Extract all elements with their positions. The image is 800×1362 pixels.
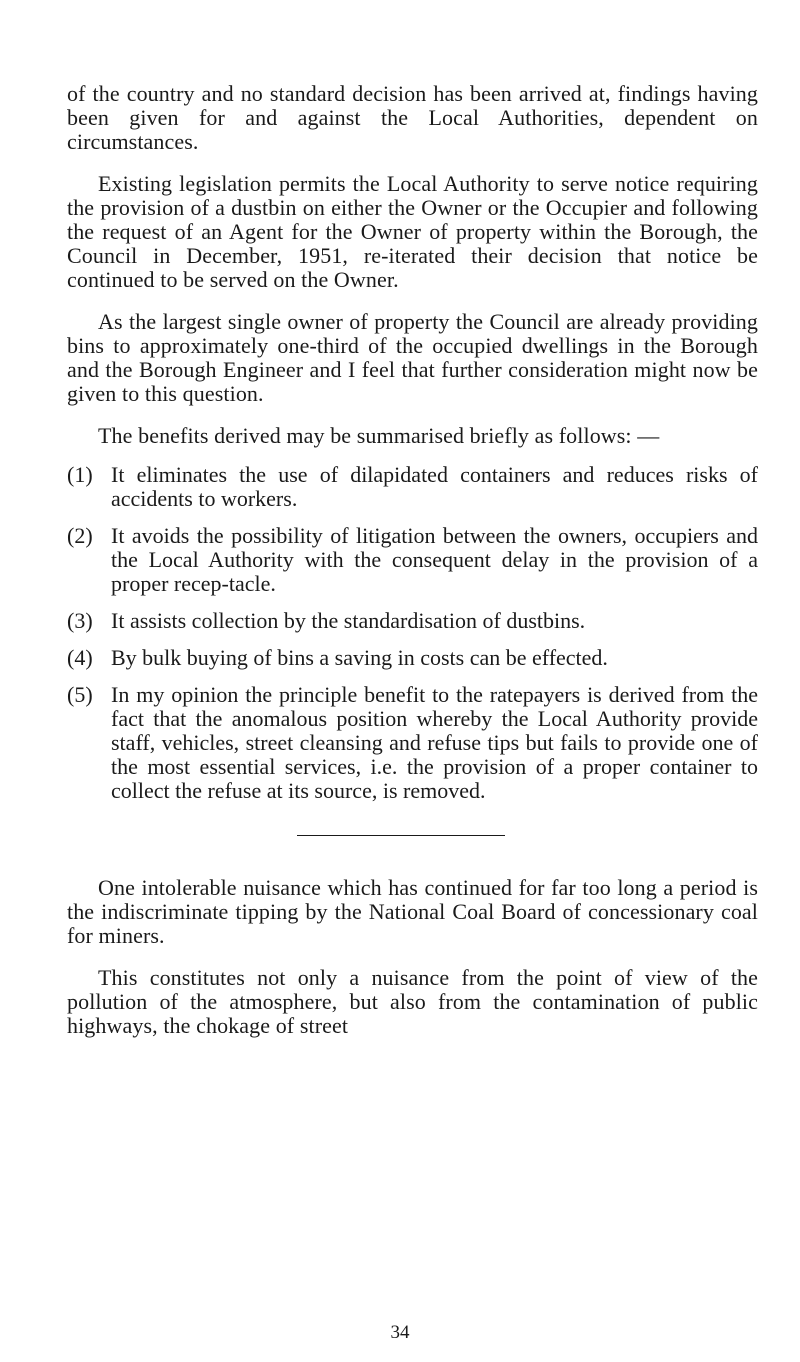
section-divider — [297, 835, 505, 836]
paragraph-nuisance-pollution: This constitutes not only a nuisance from the point of view of the pollution of the atmosphere, but also from the contamination of public highways, the chokage of street — [67, 965, 758, 1038]
benefit-number: (4) — [67, 645, 93, 670]
benefit-item-2 — [67, 524, 758, 596]
benefit-number: (3) — [67, 608, 93, 633]
benefit-item-5 — [67, 683, 758, 803]
paragraph-existing-legislation: Existing legislation permits the Local Authority to serve notice requiring the provision of a dustbin on either the Owner or the Occupier and following the request of an Agent for the Owner of property within the Borough, the Council in December, 1951, re-iterated their decision that notice be continued to be served on the Owner. — [67, 171, 758, 292]
paragraph-largest-owner: As the largest single owner of property the Council are already providing bins to approximately one-third of the occupied dwellings in the Borough and the Borough Engineer and I feel that further consideration might now be given to this question. — [67, 309, 758, 406]
benefit-text: It eliminates the use of dilapidated containers and reduces risks of accidents to workers. — [111, 462, 758, 511]
benefit-text: In my opinion the principle benefit to the ratepayers is derived from the fact that the anomalous position whereby the Local Authority provide staff, vehicles, street cleansing and refuse tips but fails to provide one of the most essential services, i.e. the provision of a proper container to collect the refuse at its source, is removed. — [111, 682, 758, 803]
benefit-number: (1) — [67, 462, 93, 487]
benefit-number: (5) — [67, 682, 93, 707]
page-number: 34 — [390, 1322, 410, 1343]
benefit-text: It avoids the possibility of litigation between the owners, occupiers and the Local Authority with the consequent delay in the provision of a proper recep-tacle. — [111, 523, 758, 596]
paragraph-coal-tipping: One intolerable nuisance which has continued for far too long a period is the indiscriminate tipping by the National Coal Board of concessionary coal for miners. — [67, 875, 758, 948]
paragraph-continuation: of the country and no standard decision has been arrived at, findings having been given for and against the Local Authorities, dependent on circumstances. — [67, 81, 758, 154]
benefit-item-1 — [67, 463, 758, 511]
benefit-item-3 — [67, 609, 758, 633]
benefit-item-4 — [67, 646, 758, 670]
benefits-list — [67, 463, 758, 803]
paragraph-benefits-intro: The benefits derived may be summarised briefly as follows: — — [98, 423, 660, 448]
benefit-text: It assists collection by the standardisation of dustbins. — [111, 608, 586, 633]
benefit-number: (2) — [67, 523, 93, 548]
benefit-text: By bulk buying of bins a saving in costs can be effected. — [111, 645, 608, 670]
